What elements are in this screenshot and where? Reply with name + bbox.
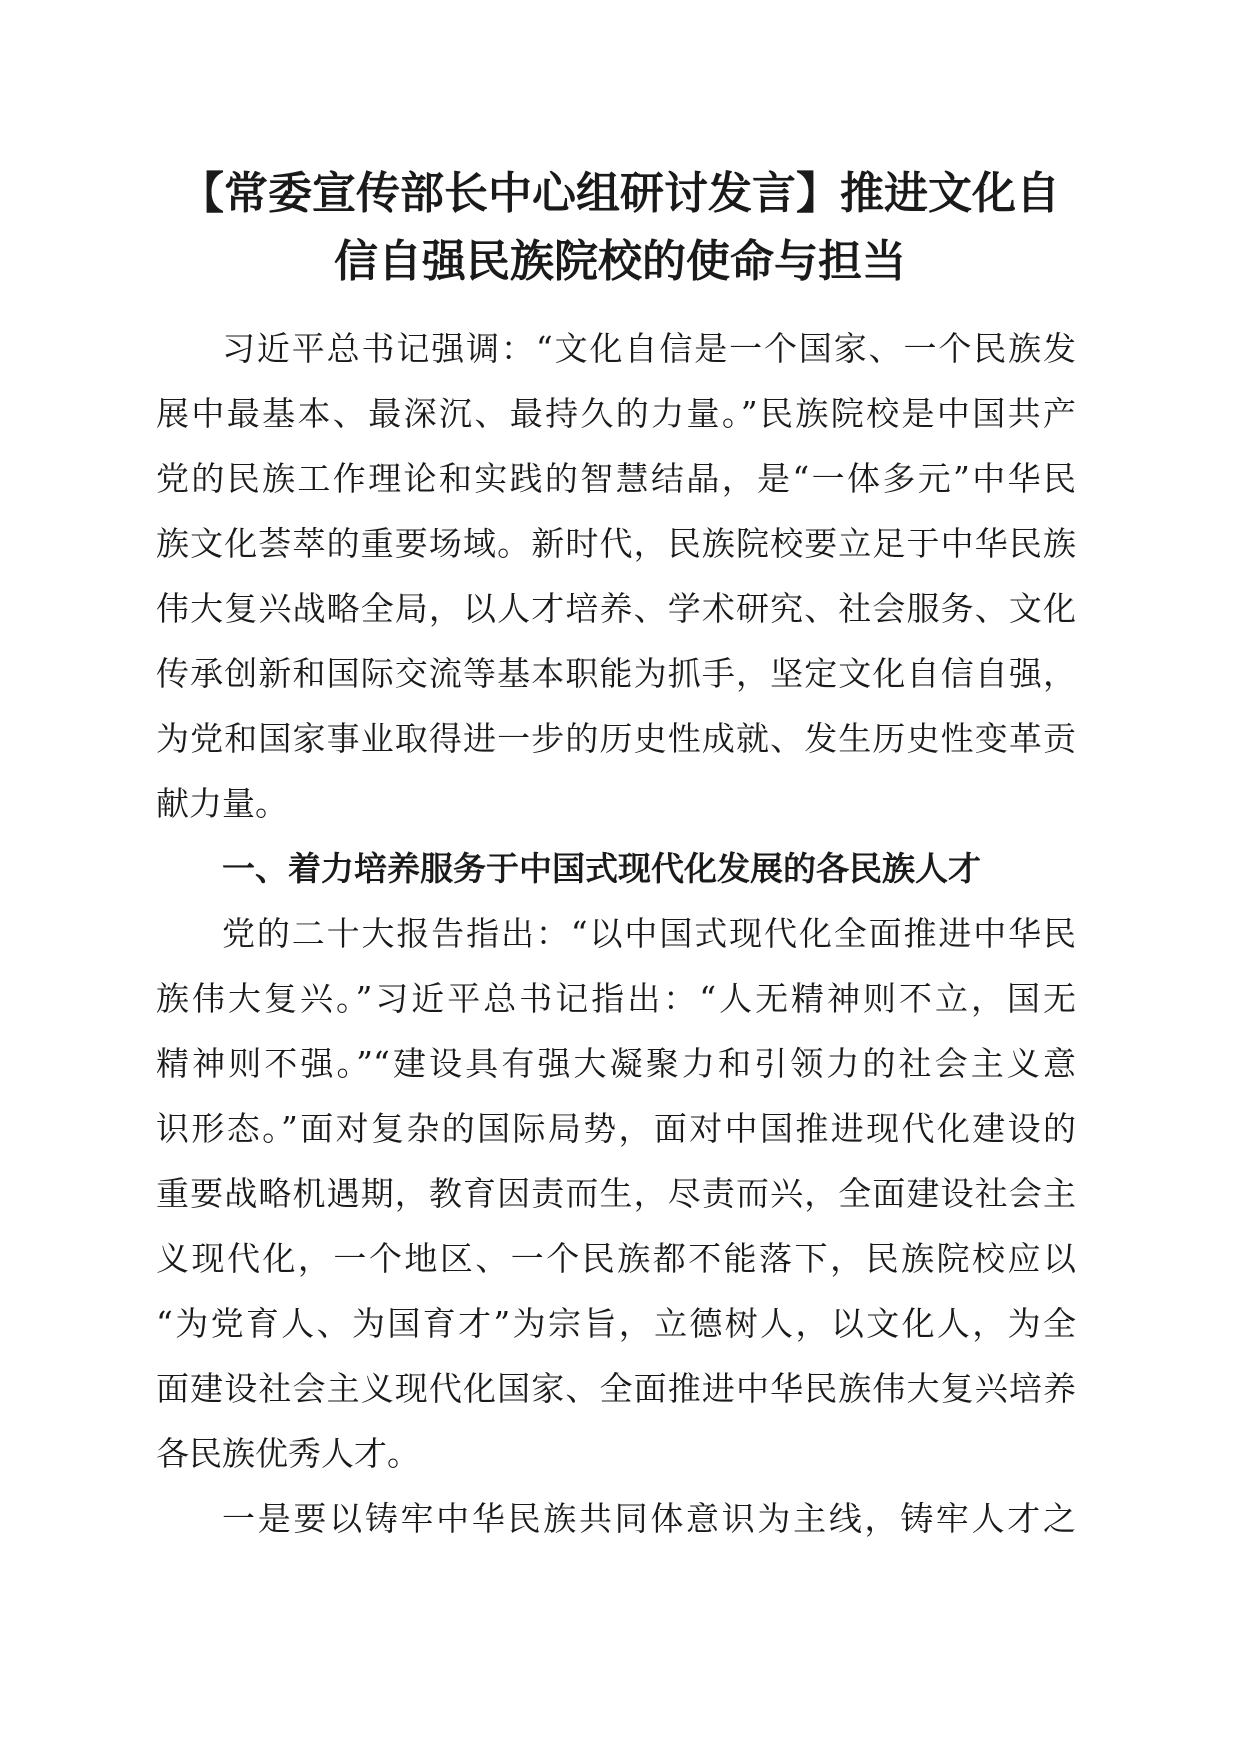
paragraph-line: 各民族优秀人才。 (156, 1434, 420, 1473)
paragraph-line: 习近平总书记强调：“文化自信是一个国家、一个民族发 (222, 329, 1076, 368)
paragraph-line: “为党育人、为国育才”为宗旨，立德树人，以文化人，为全 (156, 1304, 1076, 1343)
paragraph-line: 精神则不强。”“建设具有强大凝聚力和引领力的社会主义意 (156, 1044, 1076, 1083)
paragraph-line: 识形态。”面对复杂的国际局势，面对中国推进现代化建设的 (156, 1109, 1076, 1148)
paragraph-line: 重要战略机遇期，教育因责而生，尽责而兴，全面建设社会主 (156, 1174, 1076, 1213)
paragraph-line: 义现代化，一个地区、一个民族都不能落下，民族院校应以 (156, 1239, 1076, 1278)
paragraph-line: 党的二十大报告指出：“以中国式现代化全面推进中华民 (222, 914, 1076, 953)
document-title (140, 160, 1100, 296)
paragraph-line: 一是要以铸牢中华民族共同体意识为主线，铸牢人才之 (222, 1499, 1076, 1538)
title-line-1: 【常委宣传部长中心组研讨发言】推进文化自 (180, 168, 1060, 219)
section-heading: 一、着力培养服务于中国式现代化发展的各民族人才 (222, 849, 981, 888)
paragraph-line: 献力量。 (156, 784, 288, 823)
paragraph-line: 面建设社会主义现代化国家、全面推进中华民族伟大复兴培养 (156, 1369, 1076, 1408)
paragraph-line: 族文化荟萃的重要场域。新时代，民族院校要立足于中华民族 (156, 524, 1076, 563)
paragraph-line: 族伟大复兴。”习近平总书记指出：“人无精神则不立，国无 (156, 979, 1076, 1018)
paragraph-intro (156, 316, 1076, 836)
paragraph-line: 伟大复兴战略全局，以人才培养、学术研究、社会服务、文化 (156, 589, 1076, 628)
paragraph-section1 (156, 901, 1076, 1486)
paragraph-line: 党的民族工作理论和实践的智慧结晶，是“一体多元”中华民 (156, 459, 1076, 498)
document-body (156, 316, 1076, 1551)
paragraph-line: 为党和国家事业取得进一步的历史性成就、发生历史性变革贡 (156, 719, 1076, 758)
title-line-2: 信自强民族院校的使命与担当 (334, 236, 906, 287)
paragraph-line: 传承创新和国际交流等基本职能为抓手，坚定文化自信自强， (156, 654, 1076, 693)
paragraph-point-one (156, 1486, 1076, 1551)
paragraph-line: 展中最基本、最深沉、最持久的力量。”民族院校是中国共产 (156, 394, 1076, 433)
